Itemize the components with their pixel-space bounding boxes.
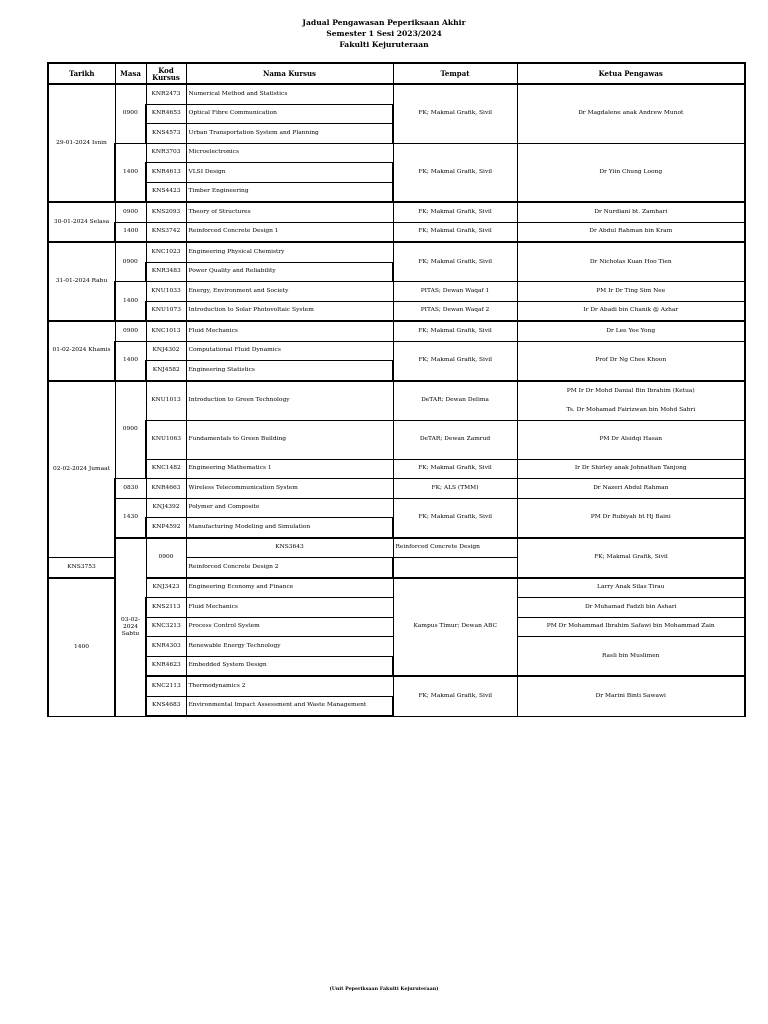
date-cell: 29-01-2024 Isnin (48, 84, 115, 202)
chief-invigilator: Dr Yiin Chung Loong (517, 143, 745, 202)
time-cell: 0900 (115, 242, 146, 282)
col-header-kod: Kod Kursus (146, 63, 186, 84)
chief-invigilator: PM Dr Alsidqi Hasan (517, 420, 745, 459)
course-code: KNS3742 (146, 222, 186, 242)
chief-invigilator: Ir Dr Shirley anak Johnathan Tanjong (517, 459, 745, 479)
document-header (0, 17, 768, 50)
table-row (48, 381, 745, 421)
venue-cell: PITAS; Dewan Waqaf 1 (393, 282, 517, 302)
time-cell: 0900 (115, 321, 146, 341)
chief-invigilator: PM Dr Mohammad Ibrahim Safawi bin Mohammad Zain (517, 617, 745, 637)
table-row (48, 282, 745, 302)
course-name: Microelectronics (186, 143, 393, 163)
venue-cell: DeTAR; Dewan Delima (393, 381, 517, 421)
table-row (48, 479, 745, 499)
course-name: Reinforced Concrete Design 1 (186, 222, 393, 242)
course-name: Embedded System Design (186, 656, 393, 676)
course-name: Fluid Mechanics (186, 598, 393, 618)
exam-schedule-table (47, 62, 746, 717)
course-name: Timber Engineering (186, 182, 393, 202)
course-code: KNU1073 (146, 301, 186, 321)
time-cell: 1400 (115, 341, 146, 381)
course-name: Engineering Mathematics 1 (186, 459, 393, 479)
course-name: Engineering Economy and Finance (186, 578, 393, 598)
course-code: KNC3213 (146, 617, 186, 637)
course-name: Introduction to Solar Photovoltaic System (186, 301, 393, 321)
course-code: KNS3643 (186, 538, 393, 558)
table-header-row (48, 63, 745, 84)
course-code: KNS3753 (48, 558, 115, 578)
col-header-nama: Nama Kursus (186, 63, 393, 84)
course-name: Computational Fluid Dynamics (186, 341, 393, 361)
course-code: KNC2113 (146, 676, 186, 696)
venue-cell: FK; Makmal Grafik, Sivil (393, 676, 517, 716)
course-name: Manufacturing Modeling and Simulation (186, 518, 393, 538)
course-name: Reinforced Concrete Design (393, 538, 517, 558)
header-title: Jadual Pengawasan Peperiksaan Akhir (302, 18, 466, 27)
table-row (48, 341, 745, 361)
table-row (48, 242, 745, 262)
venue-cell: FK; Makmal Grafik, Sivil (393, 498, 517, 538)
course-name: Theory of Structures (186, 202, 393, 222)
course-name: Numerical Method and Statistics (186, 84, 393, 104)
course-code: KNU1063 (146, 420, 186, 459)
time-cell: 0900 (115, 381, 146, 479)
time-cell: 1400 (115, 282, 146, 322)
date-cell: 01-02-2024 Khamis (48, 321, 115, 381)
chief-invigilator: Rasli bin Muslimen (517, 637, 745, 677)
course-code: KNJ4302 (146, 341, 186, 361)
chief-invigilator-secondary: Ts. Dr Mohamad Fairizwan bin Mohd Sabri (566, 406, 696, 413)
venue-cell: FK; ALS (TMM) (393, 479, 517, 499)
col-header-ketua: Ketua Pengawas (517, 63, 745, 84)
venue-cell: FK; Makmal Grafik, Sivil (393, 202, 517, 222)
course-code: KNC1023 (146, 242, 186, 262)
course-name: Reinforced Concrete Design 2 (186, 558, 393, 578)
table-row (48, 498, 745, 518)
course-code: KNS4423 (146, 182, 186, 202)
venue-cell: FK; Makmal Grafik, Sivil (393, 84, 517, 143)
course-code: KNR4623 (146, 656, 186, 676)
chief-invigilator: Prof Dr Ng Chee Khoon (517, 341, 745, 381)
course-code: KNS4573 (146, 124, 186, 144)
chief-invigilator: Dr Lee Yee Yong (517, 321, 745, 341)
course-code: KNP4592 (146, 518, 186, 538)
table-row (48, 459, 745, 479)
venue-cell: FK; Makmal Grafik, Sivil (393, 459, 517, 479)
course-code: KNC1482 (146, 459, 186, 479)
course-code: KNR4303 (146, 637, 186, 657)
col-header-tempat: Tempat (393, 63, 517, 84)
table-row (48, 84, 745, 104)
course-code: KNS4683 (146, 696, 186, 716)
date-cell: 02-02-2024 Jumaat (48, 381, 115, 558)
table-row (48, 202, 745, 222)
chief-invigilator: Dr Nicholas Kuan Hoo Tien (517, 242, 745, 282)
table-row (48, 222, 745, 242)
table-row (48, 301, 745, 321)
date-cell: 31-01-2024 Rabu (48, 242, 115, 321)
course-name: Wireless Telecommunication System (186, 479, 393, 499)
venue-cell: PITAS; Dewan Waqaf 2 (393, 301, 517, 321)
course-code: KNR3483 (146, 262, 186, 282)
chief-invigilator: Dr Magdalene anak Andrew Munot (517, 84, 745, 143)
venue-cell: FK; Makmal Grafik, Sivil (393, 242, 517, 282)
course-code: KNR3703 (146, 143, 186, 163)
header-faculty: Fakulti Kejuruteraan (339, 40, 429, 49)
table-row (48, 143, 745, 163)
chief-invigilator: Dr Nazeri Abdul Rahman (517, 479, 745, 499)
time-cell: 0900 (115, 202, 146, 222)
table-row (48, 676, 745, 696)
course-code: KNJ4392 (146, 498, 186, 518)
venue-cell: FK; Makmal Grafik, Sivil (393, 321, 517, 341)
course-code: KNS2113 (146, 598, 186, 618)
course-code: KNS2093 (146, 202, 186, 222)
course-name: Energy, Environment and Society (186, 282, 393, 302)
time-cell: 1400 (115, 222, 146, 242)
table-row (48, 420, 745, 459)
course-name: Environmental Impact Assessment and Waste Management (186, 696, 393, 716)
time-cell: 0900 (115, 84, 146, 143)
date-cell: 03-02-2024 Sabtu (115, 538, 146, 717)
venue-cell: FK; Makmal Grafik, Sivil (393, 143, 517, 202)
course-code: KNU1033 (146, 282, 186, 302)
venue-cell: DeTAR; Dewan Zamrud (393, 420, 517, 459)
date-cell: 30-01-2024 Selasa (48, 202, 115, 242)
venue-cell: FK; Makmal Grafik, Sivil (393, 222, 517, 242)
course-code: KNR4663 (146, 479, 186, 499)
course-name: VLSI Design (186, 163, 393, 183)
chief-invigilator: Dr Abdul Rahman bin Kram (517, 222, 745, 242)
course-code: KNR2473 (146, 84, 186, 104)
course-code: KNJ3423 (146, 578, 186, 598)
chief-invigilator (517, 381, 745, 421)
course-name: Optical Fibre Communication (186, 104, 393, 124)
course-code: KNR4613 (146, 163, 186, 183)
table-row (48, 538, 745, 558)
course-name: Power Quality and Reliability (186, 262, 393, 282)
course-code: KNR4653 (146, 104, 186, 124)
course-name: Process Control System (186, 617, 393, 637)
col-header-tarikh: Tarikh (48, 63, 115, 84)
chief-invigilator: Dr Marini Binti Sawawi (517, 676, 745, 716)
time-cell: 1400 (115, 143, 146, 202)
course-name: Urban Transportation System and Planning (186, 124, 393, 144)
course-code: KNC1013 (146, 321, 186, 341)
header-semester: Semester 1 Sesi 2023/2024 (326, 29, 442, 38)
course-name: Polymer and Composite (186, 498, 393, 518)
chief-invigilator: PM Ir Dr Ting Sim Nee (517, 282, 745, 302)
course-name: Renewable Energy Technology (186, 637, 393, 657)
table-row (48, 578, 745, 598)
chief-invigilator: Dr Nurdiani bt. Zamhari (517, 202, 745, 222)
time-cell: 0900 (146, 538, 186, 578)
course-name: Engineering Statistics (186, 361, 393, 381)
chief-invigilator: Ir Dr Abadi bin Chanik @ Azhar (517, 301, 745, 321)
course-name: Introduction to Green Technology (186, 381, 393, 421)
course-name: Fundamentals to Green Building (186, 420, 393, 459)
table-row (48, 321, 745, 341)
venue-cell: FK; Makmal Grafik, Sivil (517, 538, 745, 578)
chief-invigilator: Dr Muhamad Fadzli bin Ashari (517, 598, 745, 618)
course-name: Engineering Physical Chemistry (186, 242, 393, 262)
course-name: Fluid Mechanics (186, 321, 393, 341)
course-code: KNU1013 (146, 381, 186, 421)
chief-invigilator: PM Dr Rubiyah bt Hj Baini (517, 498, 745, 538)
time-cell: 1430 (115, 498, 146, 538)
time-cell: 1400 (48, 578, 115, 717)
course-code: KNJ4582 (146, 361, 186, 381)
time-cell: 0830 (115, 479, 146, 499)
venue-cell: FK; Makmal Grafik, Sivil (393, 341, 517, 381)
venue-cell: Kampus Timur; Dewan ABC (393, 578, 517, 677)
course-name: Thermodynamics 2 (186, 676, 393, 696)
chief-invigilator-primary: PM Ir Dr Mohd Danial Bin Ibrahim (Ketua) (566, 387, 695, 394)
chief-invigilator: Larry Anak Silas Tirau (517, 578, 745, 598)
col-header-masa: Masa (115, 63, 146, 84)
document-footer: (Unit Peperiksaan Fakulti Kejuruteraan) (329, 986, 439, 992)
